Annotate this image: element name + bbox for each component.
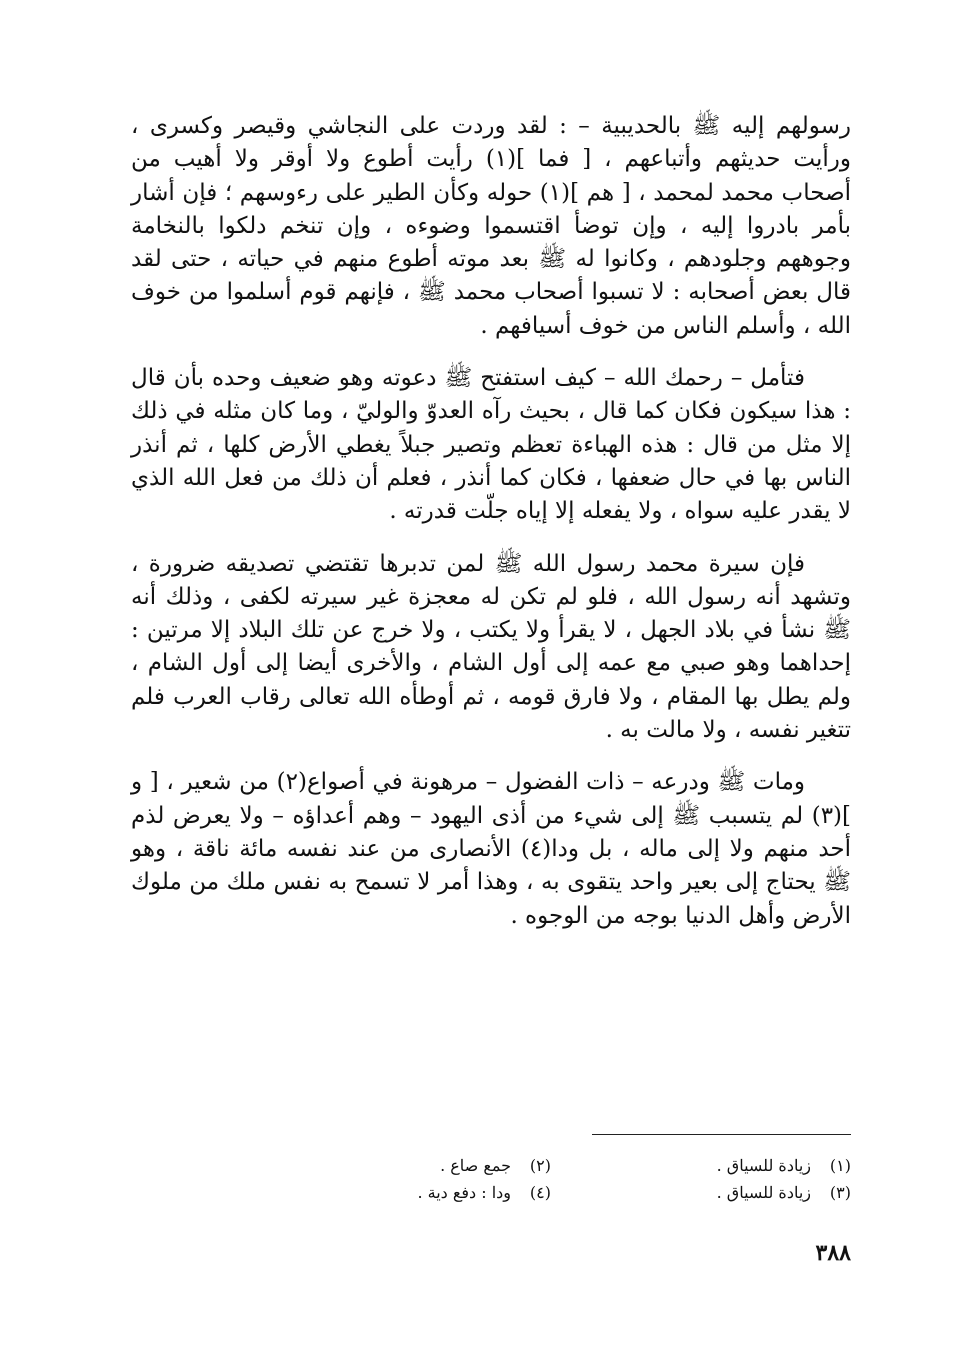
footnote-row bbox=[300, 1179, 851, 1206]
footnote-number: (٤) bbox=[529, 1183, 551, 1202]
footnote-number: (٣) bbox=[829, 1183, 851, 1202]
footnote-4 bbox=[311, 1179, 551, 1206]
footnote-row bbox=[300, 1152, 851, 1179]
footnote-text: زيادة للسياق . bbox=[716, 1183, 811, 1202]
footnote-text: زيادة للسياق . bbox=[716, 1156, 811, 1175]
footnote-3 bbox=[611, 1179, 851, 1206]
page-number: ٣٨٨ bbox=[815, 1240, 851, 1266]
footnote-1 bbox=[611, 1152, 851, 1179]
footnote-2 bbox=[311, 1152, 551, 1179]
footnote-number: (٢) bbox=[529, 1156, 551, 1175]
footnote-number: (١) bbox=[829, 1156, 851, 1175]
main-text bbox=[131, 110, 851, 933]
footnote-separator bbox=[592, 1134, 851, 1135]
paragraph-3: فإن سيرة محمد رسول الله ﷺ لمن تدبرها تقتضي تصديقه ضرورة ، وتشهد أنه رسول الله ، فلو لم تكن له معجزة غير سيرته لكفى ، وذلك أنه ﷺ نشأ في بلاد الجهل ، لا يقرأ ولا يكتب ، ولا خرج عن تلك البلاد إلا مرتين : إحداهما وهو صبي مع عمه إلى أول الشام ، والأخرى أيضا إلى أول الشام ، ولم يطل بها المقام ، ولا فارق قومه ، ثم أوطأه الله تعالى رقاب العرب فلم تتغير نفسه ، ولا مالت به . bbox=[131, 550, 851, 744]
footnote-text: ودا : دفع دية . bbox=[417, 1183, 511, 1202]
paragraph-2: فتأمل – رحمك الله – كيف استفتح ﷺ دعوته وهو ضعيف وحده بأن قال : هذا سيكون فكان كما قال ، بحيث رآه العدوّ والوليّ ، وما كان مثله في ذلك إلا مثل من قال : هذه الهباءة تعظم وتصير جبلاً يغطي الأرض كلها ، ثم أنذر الناس بها في حال ضعفها ، فكان كما أنذر ، فعلم أن ذلك من فعل الله الذي لا يقدر عليه سواه ، ولا يفعله إلا إياه جلّت قدرته . bbox=[131, 365, 851, 525]
footnotes bbox=[300, 1152, 851, 1206]
footnote-text: جمع صاع . bbox=[440, 1156, 511, 1175]
paragraph-4: ومات ﷺ ودرعه – ذات الفضول – مرهونة في أصواع(٢) من شعير ، [ و ](٣) لم يتسبب ﷺ إلى شيء من أذى اليهود – وهم أعداؤه – ولا يعرض لذم أحد منهم ولا إلى ماله ، بل ودا(٤) الأنصارى من عند نفسه مائة ناقة ، وهو ﷺ يحتاج إلى بعير واحد يتقوى به ، وهذا أمر لا تسمح به نفس ملك من ملوك الأرض وأهل الدنيا بوجه من الوجوه . bbox=[131, 769, 851, 929]
paragraph-1: رسولهم إليه ﷺ بالحديبية – : لقد وردت على النجاشي وقيصر وكسرى ، ورأيت حديثهم وأتباعهم ، [ فما ](١) رأيت أطوع ولا أوقر ولا أهيب من أصحاب محمد لمحمد ، [ هم ](١) حوله وكأن الطير على رءوسهم ؛ فإن أشار بأمر بادروا إليه ، وإن توضأ اقتسموا وضوءه ، وإن تنخم دلكوا بالنخامة وجوههم وجلودهم ، وكانوا له ﷺ بعد موته أطوع منهم في حياته ، حتى لقد قال بعض أصحابه : لا تسبوا أصحاب محمد ﷺ ، فإنهم قوم أسلموا من خوف الله ، وأسلم الناس من خوف أسيافهم . bbox=[131, 113, 852, 339]
